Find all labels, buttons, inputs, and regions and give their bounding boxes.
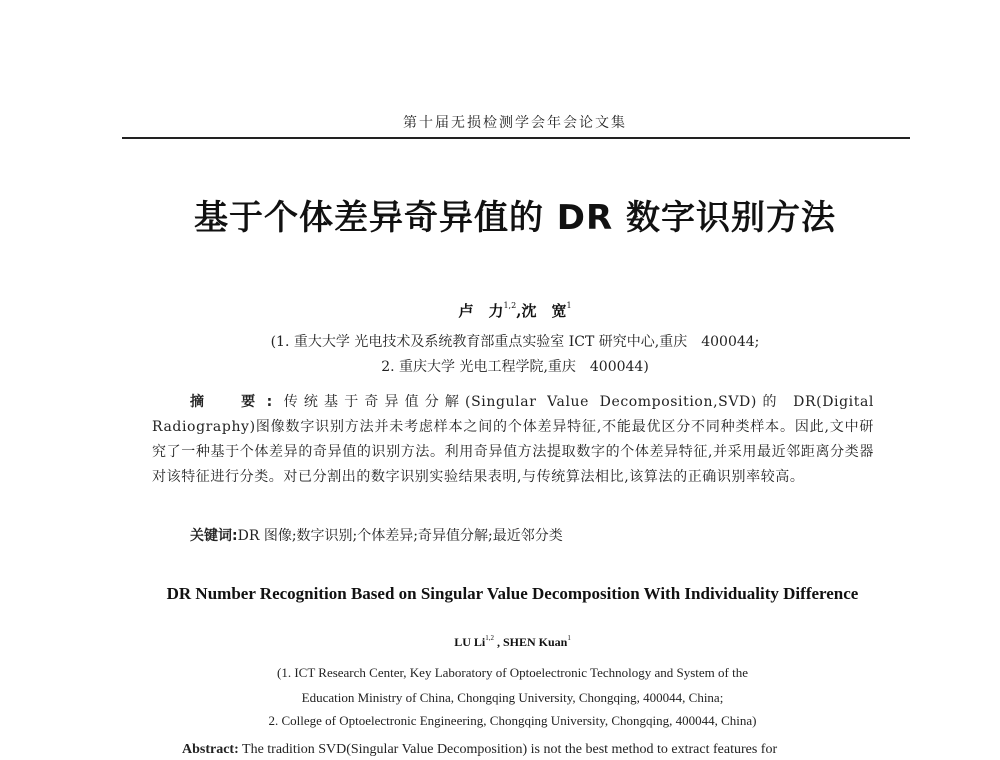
english-authors [0, 634, 1000, 650]
chinese-affiliation-1: (1. 重大大学 光电技术及系统教育部重点实验室 ICT 研究中心,重庆 400044; [270, 334, 760, 350]
chinese-keywords [190, 525, 890, 545]
en-author-separator: , [493, 635, 503, 649]
cn-author-1: 卢 力 [458, 302, 504, 320]
chinese-keywords-text: DR 图像;数字识别;个体差异;奇异值分解;最近邻分类 [237, 528, 563, 544]
en-author-1-affil-mark: 1,2 [485, 634, 494, 642]
chinese-abstract-label: 摘 要: [190, 394, 279, 410]
chinese-authors [0, 300, 1000, 321]
cn-author-2: 沈 宽 [521, 302, 567, 320]
english-abstract [182, 742, 882, 758]
header-rule [122, 137, 910, 139]
chinese-keywords-label: 关键词: [190, 528, 238, 544]
running-header: 第十届无损检测学会年会论文集 [403, 115, 627, 131]
chinese-affiliation-2: 2. 重庆大学 光电工程学院,重庆 400044) [381, 359, 649, 375]
english-abstract-text: The tradition SVD(Singular Value Decomposition) is not the best method to extract features for [238, 742, 778, 757]
cn-author-1-affil-mark: 1,2 [503, 301, 517, 310]
english-abstract-label: Abstract: [182, 742, 239, 757]
cn-author-separator: , [516, 302, 522, 320]
en-author-2: SHEN Kuan [502, 635, 568, 649]
english-affiliation-3: 2. College of Optoelectronic Engineering, Chongqing University, Chongqing, 400044, China) [268, 713, 757, 728]
en-author-2-affil-mark: 1 [567, 634, 571, 642]
english-title: DR Number Recognition Based on Singular Value Decomposition With Individuality Difference [166, 584, 859, 603]
chinese-abstract-text: 传统基于奇异值分解(Singular Value Decomposition,SVD)的 DR(Digital Radiography)图像数字识别方法并未考虑样本之间的个体差异特征,不能最优区分不同种类样本。因此,文中研究了一种基于个体差异的奇异值的识别方法。利用奇异值方法提取数字的个体差异特征,并采用最近邻距离分类器对该特征进行分类。对已分割出的数字识别实验结果表明,与传统算法相比,该算法的正确识别率较高。 [152, 394, 875, 485]
chinese-abstract [152, 390, 874, 490]
cn-author-2-affil-mark: 1 [566, 301, 572, 310]
english-affiliation-2: Education Ministry of China, Chongqing University, Chongqing, 400044, China; [301, 690, 724, 705]
english-affiliation-1: (1. ICT Research Center, Key Laboratory of Optoelectronic Technology and System of the [276, 665, 748, 680]
chinese-title: 基于个体差异奇异值的 DR 数字识别方法 [193, 198, 837, 238]
en-author-1: LU Li [454, 635, 486, 649]
